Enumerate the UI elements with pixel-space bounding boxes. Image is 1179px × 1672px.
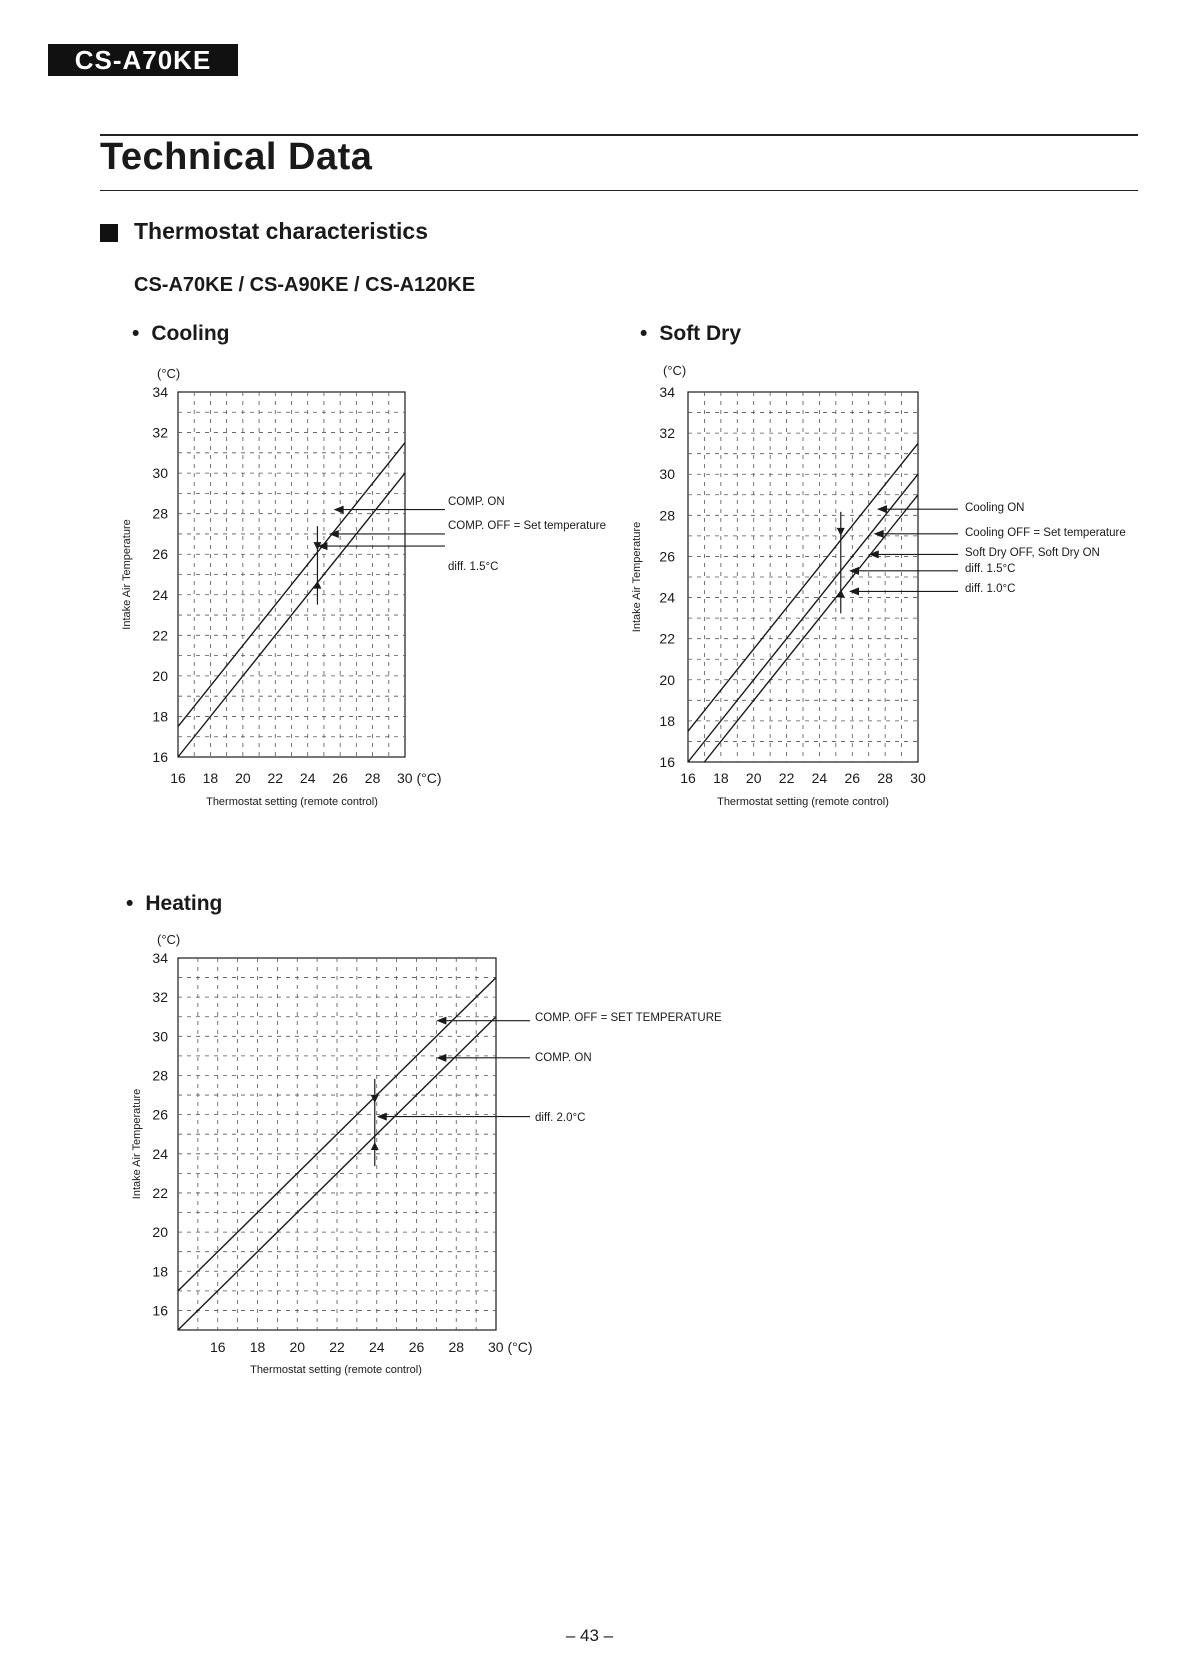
heating-ytick-label: 26 — [152, 1106, 168, 1123]
cooling-ytick-label: 20 — [152, 667, 168, 684]
model-badge: CS-A70KE — [48, 44, 238, 76]
cooling-xtick-label: 20 — [235, 770, 251, 786]
softdry-callout-arrowhead — [849, 587, 859, 595]
cooling-ytick-label: 24 — [152, 586, 168, 603]
softdry-xtick-label: 22 — [778, 770, 795, 786]
heating-ytick-label: 20 — [152, 1224, 168, 1241]
cooling-title-text: Cooling — [151, 322, 230, 345]
heating-ytick-label: 16 — [152, 1302, 168, 1319]
model-list: CS-A70KE / CS-A90KE / CS-A120KE — [134, 274, 476, 296]
cooling-callout-arrowhead — [334, 506, 344, 514]
heating-xtick-label: 16 — [209, 1339, 226, 1355]
cooling-ytick-label: 16 — [152, 749, 168, 765]
softdry-ytick-label: 22 — [659, 630, 675, 647]
heating-xtick-label: 26 — [408, 1339, 425, 1355]
heating-xlabel: Thermostat setting (remote control) — [250, 1364, 422, 1376]
softdry-ylabel: Intake Air Temperature — [631, 521, 643, 633]
softdry-series-line-2 — [704, 495, 918, 762]
heating-xtick-label: 18 — [249, 1339, 266, 1355]
softdry-xtick-label: 26 — [844, 770, 861, 786]
cooling-xtick-label: 30 (°C) — [397, 770, 442, 786]
cooling-annotation: diff. 1.5°C — [448, 561, 499, 573]
heating-unit-label: (°C) — [157, 932, 181, 947]
cooling-ytick-label: 34 — [152, 384, 168, 400]
softdry-ytick-label: 28 — [659, 507, 675, 524]
softdry-callout-arrowhead — [874, 530, 884, 538]
softdry-unit-label: (°C) — [663, 363, 687, 378]
softdry-xtick-label: 28 — [877, 770, 893, 786]
heating-bullet: • — [126, 892, 134, 915]
heating-xtick-label: 20 — [289, 1339, 306, 1355]
heating-ylabel: Intake Air Temperature — [131, 1088, 143, 1200]
section-title: Thermostat characteristics — [134, 218, 429, 244]
heating-xtick-label: 24 — [368, 1339, 385, 1355]
cooling-xtick-label: 24 — [299, 770, 316, 786]
softdry-xtick-label: 20 — [745, 770, 762, 786]
cooling-xtick-label: 26 — [332, 770, 348, 786]
cooling-annotation: COMP. OFF = Set temperature — [448, 520, 606, 532]
heating-diff-arrow-up — [371, 1142, 379, 1150]
heating-ytick-label: 30 — [152, 1028, 168, 1045]
softdry-series-line-0 — [688, 443, 918, 731]
heating-ytick-label: 24 — [152, 1145, 168, 1162]
heating-xtick-label: 22 — [329, 1339, 345, 1355]
cooling-xtick-label: 22 — [267, 770, 284, 786]
heating-ytick-label: 28 — [152, 1067, 168, 1084]
softdry-ytick-label: 24 — [659, 589, 675, 606]
cooling-ytick-label: 22 — [152, 627, 168, 644]
softdry-title-text: Soft Dry — [659, 322, 742, 345]
cooling-xtick-label: 16 — [170, 770, 186, 786]
softdry-ytick-label: 18 — [659, 712, 675, 729]
cooling-xtick-label: 18 — [202, 770, 219, 786]
softdry-callout-arrowhead — [877, 505, 887, 513]
cooling-bullet: • — [132, 322, 140, 345]
softdry-annotation: Cooling OFF = Set temperature — [965, 527, 1126, 539]
heating-ytick-label: 32 — [152, 989, 168, 1006]
heating-callout-arrowhead — [436, 1017, 446, 1025]
softdry-ytick-label: 20 — [659, 671, 675, 688]
softdry-ytick-label: 32 — [659, 425, 675, 442]
cooling-ytick-label: 26 — [152, 546, 168, 563]
cooling-ylabel: Intake Air Temperature — [121, 519, 133, 630]
heating-callout-arrowhead — [436, 1054, 446, 1062]
cooling-ytick-label: 30 — [152, 465, 168, 482]
softdry-callout-arrowhead — [869, 550, 879, 558]
softdry-ytick-label: 26 — [659, 548, 675, 565]
heating-ytick-label: 34 — [152, 950, 168, 966]
heating-title-text: Heating — [145, 892, 223, 915]
softdry-annotation: diff. 1.5°C — [965, 563, 1016, 575]
softdry-xtick-label: 24 — [811, 770, 828, 786]
page-title: Technical Data — [100, 136, 373, 178]
cooling-unit-label: (°C) — [157, 366, 181, 381]
softdry-diff-arrow-up — [837, 589, 845, 597]
softdry-ytick-label: 16 — [659, 754, 675, 770]
softdry-diff-arrow-down — [837, 528, 845, 536]
softdry-xlabel: Thermostat setting (remote control) — [717, 796, 889, 808]
softdry-xtick-label: 18 — [713, 770, 729, 786]
cooling-diff-arrow-up — [313, 581, 321, 589]
softdry-ytick-label: 30 — [659, 466, 675, 483]
softdry-xtick-label: 30 — [910, 770, 926, 786]
softdry-bullet: • — [640, 322, 648, 345]
heating-ytick-label: 18 — [152, 1263, 168, 1280]
cooling-ytick-label: 32 — [152, 424, 168, 441]
heating-xtick-label: 28 — [448, 1339, 465, 1355]
heating-xtick-label: 30 (°C) — [488, 1339, 533, 1355]
heating-annotation: diff. 2.0°C — [535, 1112, 586, 1124]
cooling-xlabel: Thermostat setting (remote control) — [206, 796, 378, 808]
page-number: – 43 – — [565, 1626, 614, 1645]
cooling-ytick-label: 28 — [152, 505, 168, 522]
softdry-callout-arrowhead — [849, 567, 859, 575]
softdry-ytick-label: 34 — [659, 384, 675, 400]
softdry-annotation: diff. 1.0°C — [965, 583, 1016, 595]
cooling-annotation: COMP. ON — [448, 496, 505, 508]
heating-annotation: COMP. OFF = SET TEMPERATURE — [535, 1012, 722, 1024]
softdry-annotation: Cooling ON — [965, 502, 1025, 514]
cooling-ytick-label: 18 — [152, 708, 168, 725]
heating-annotation: COMP. ON — [535, 1052, 592, 1064]
heating-ytick-label: 22 — [152, 1184, 168, 1201]
softdry-annotation: Soft Dry OFF, Soft Dry ON — [965, 547, 1100, 559]
softdry-xtick-label: 16 — [680, 770, 696, 786]
heating-callout-arrowhead — [377, 1113, 387, 1121]
cooling-xtick-label: 28 — [364, 770, 381, 786]
